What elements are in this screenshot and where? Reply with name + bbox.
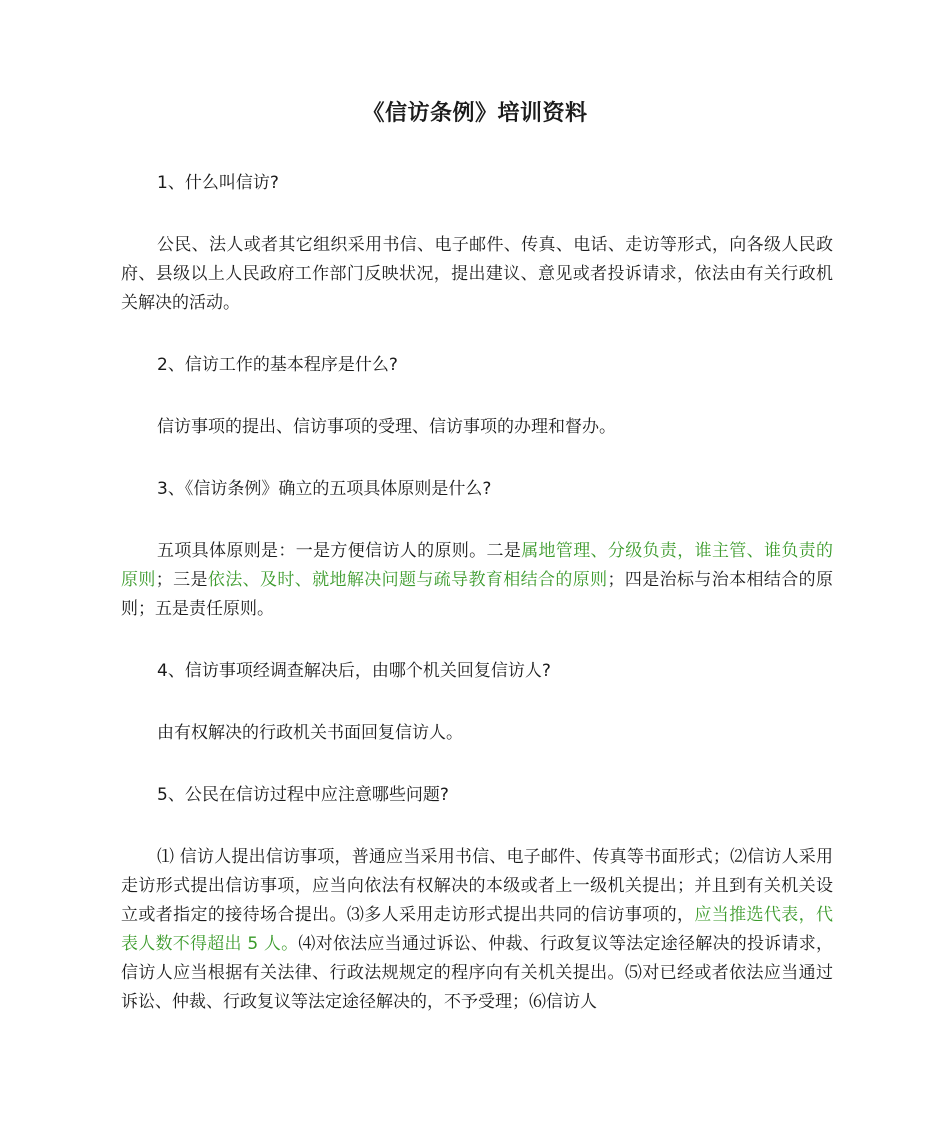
document-body: [121, 169, 833, 1050]
answer-3-text-1: 五项具体原则是：一是方便信访人的原则。二是: [157, 541, 522, 561]
answer-5: [121, 843, 833, 1017]
answer-5-text-1: ⑴ 信访人提出信访事项，普通应当采用书信、电子邮件、传真等书面形式；⑵信访人采用走访形式提出信访事项，应当向依法有权解决的本级或者上一级机关提出；并且到有关机关设立或者指定的接待场合提出。⑶多人采用走访形式提出共同的信访事项的，: [121, 847, 833, 925]
answer-3-text-2: ；三是: [155, 570, 208, 590]
answer-3: [121, 537, 833, 624]
answer-3-highlight-2: 依法、及时、就地解决问题与疏导教育相结合的原则: [207, 570, 608, 590]
question-3: 3、《信访条例》确立的五项具体原则是什么?: [157, 479, 492, 499]
question-4: 4、信访事项经调查解决后，由哪个机关回复信访人?: [157, 661, 551, 681]
question-1: 1、什么叫信访?: [157, 173, 279, 193]
answer-3-highlight-1: 属地管理、分级负责，谁主管、谁负责的原则: [121, 541, 834, 590]
answer-2: 信访事项的提出、信访事项的受理、信访事项的办理和督办。: [157, 417, 616, 437]
answer-1: 公民、法人或者其它组织采用书信、电子邮件、传真、电话、走访等形式，向各级人民政府、县级以上人民政府工作部门反映状况，提出建议、意见或者投诉请求，依法由有关行政机关解决的活动。: [121, 235, 833, 313]
page-title: 《信访条例》培训资料: [362, 101, 588, 126]
answer-4: 由有权解决的行政机关书面回复信访人。: [157, 723, 463, 743]
answer-3-text-3: ；四是治标与治本相结合的原则；五是责任原则。: [121, 570, 833, 619]
question-2: 2、信访工作的基本程序是什么?: [157, 355, 398, 375]
answer-5-highlight-1: 应当推选代表，代表人数不得超出 5 人。: [121, 905, 833, 954]
answer-5-text-2: ⑷对依法应当通过诉讼、仲裁、行政复议等法定途径解决的投诉请求，信访人应当根据有关法律、行政法规规定的程序向有关机关提出。⑸对已经或者依法应当通过诉讼、仲裁、行政复议等法定途径解决的，不予受理；⑹信访人: [121, 934, 834, 1012]
question-5: 5、公民在信访过程中应注意哪些问题?: [157, 785, 449, 805]
